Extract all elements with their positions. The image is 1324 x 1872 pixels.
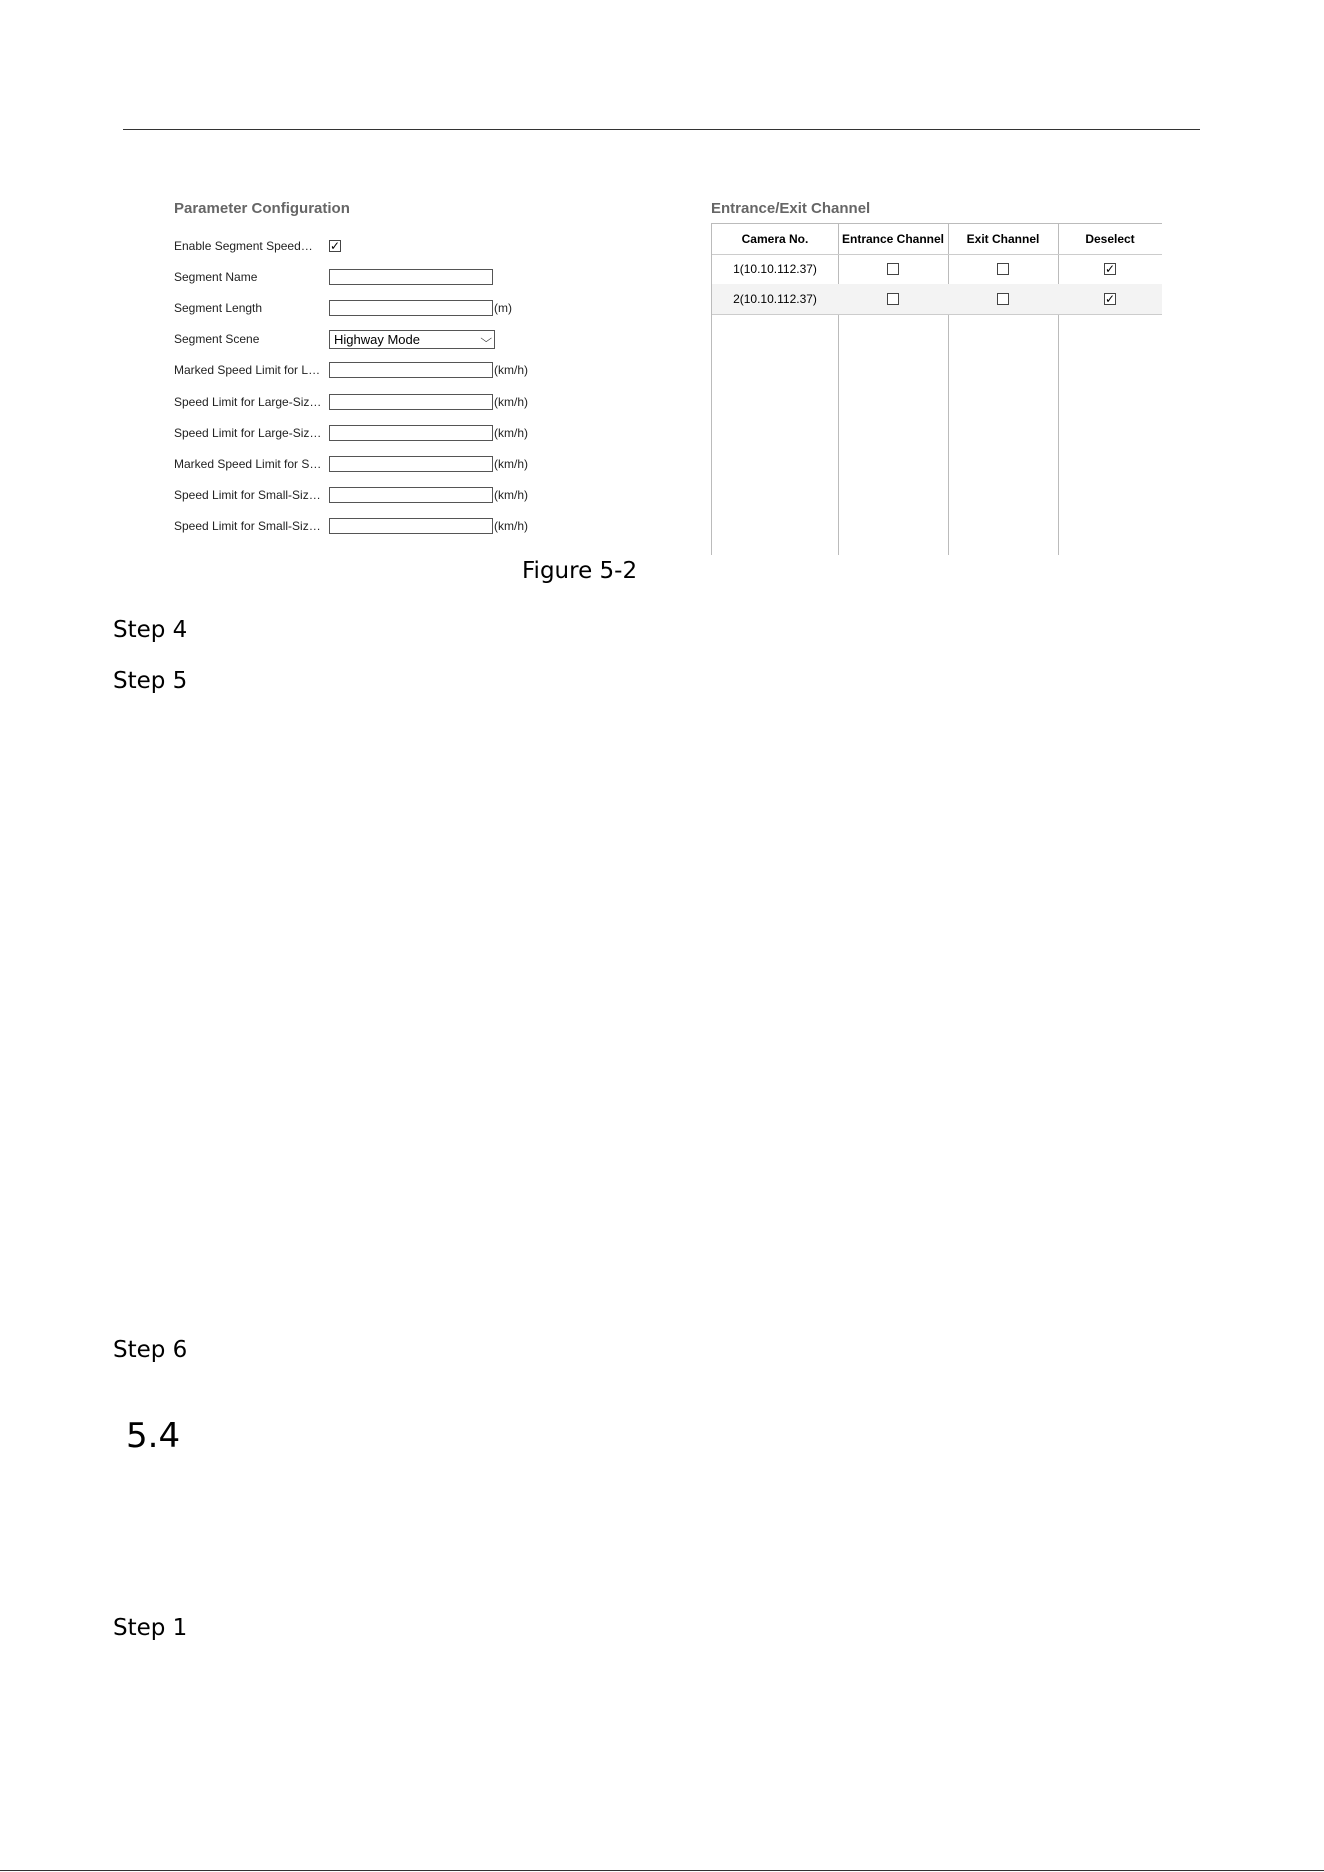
speed-limit-large-1-input[interactable] bbox=[329, 394, 493, 410]
unit-label: (km/h) bbox=[494, 394, 528, 409]
checkmark-icon: ✓ bbox=[329, 238, 341, 253]
speed-limit-small-1-input[interactable] bbox=[329, 487, 493, 503]
footer-rule bbox=[0, 1870, 1324, 1871]
param-label: Segment Scene bbox=[174, 332, 260, 347]
camera-no-cell: 1(10.10.112.37) bbox=[733, 262, 817, 276]
param-label: Segment Length bbox=[174, 300, 263, 315]
table-header bbox=[712, 223, 1162, 255]
chevron-down-icon: ⌵ bbox=[479, 332, 492, 345]
segment-scene-row bbox=[174, 324, 554, 355]
select-value: Highway Mode bbox=[334, 331, 420, 347]
entrance-cell bbox=[838, 293, 948, 305]
entrance-channel-checkbox[interactable] bbox=[887, 293, 899, 305]
table-row[interactable] bbox=[712, 254, 1162, 285]
entrance-exit-channel-panel bbox=[711, 198, 1161, 555]
unit-label: (km/h) bbox=[494, 425, 528, 440]
speed-limit-large-2-row bbox=[174, 417, 554, 448]
segment-length-row bbox=[174, 292, 554, 323]
param-label: Marked Speed Limit for L… bbox=[174, 363, 321, 378]
channel-table bbox=[711, 223, 1162, 555]
parameter-configuration-panel bbox=[174, 198, 554, 542]
param-label: Speed Limit for Large-Siz… bbox=[174, 394, 322, 409]
step-label: Step 5 bbox=[113, 668, 188, 694]
deselect-cell bbox=[1058, 263, 1162, 275]
param-label: Speed Limit for Large-Siz… bbox=[174, 425, 322, 440]
deselect-cell bbox=[1058, 293, 1162, 305]
step-label: Step 6 bbox=[113, 1337, 188, 1363]
speed-limit-small-1-row bbox=[174, 480, 554, 511]
table-row[interactable] bbox=[712, 284, 1162, 315]
header-exit-channel[interactable]: Exit Channel bbox=[966, 232, 1040, 246]
deselect-checkbox[interactable] bbox=[1104, 293, 1116, 305]
exit-cell bbox=[948, 293, 1058, 305]
speed-limit-small-2-row bbox=[174, 511, 554, 542]
segment-name-row bbox=[174, 261, 554, 292]
unit-label: (km/h) bbox=[494, 488, 528, 503]
unit-label: (km/h) bbox=[494, 456, 528, 471]
speed-limit-large-1-row bbox=[174, 386, 554, 417]
entrance-cell bbox=[838, 263, 948, 275]
marked-speed-limit-small-input[interactable] bbox=[329, 456, 493, 472]
panel-title: Parameter Configuration bbox=[174, 200, 350, 217]
unit-label: (m) bbox=[494, 300, 512, 315]
entrance-channel-checkbox[interactable] bbox=[887, 263, 899, 275]
segment-length-input[interactable] bbox=[329, 300, 493, 316]
marked-speed-limit-large-input[interactable] bbox=[329, 362, 493, 378]
exit-cell bbox=[948, 263, 1058, 275]
checkmark-icon: ✓ bbox=[1104, 262, 1116, 276]
step-label: Step 4 bbox=[113, 617, 188, 643]
exit-channel-checkbox[interactable] bbox=[997, 263, 1009, 275]
camera-no-cell: 2(10.10.112.37) bbox=[733, 292, 817, 306]
header-camera-no[interactable]: Camera No. bbox=[741, 232, 809, 246]
param-label: Enable Segment Speed… bbox=[174, 238, 313, 253]
header-entrance-channel[interactable]: Entrance Channel bbox=[841, 232, 945, 246]
unit-label: (km/h) bbox=[494, 363, 528, 378]
segment-scene-select[interactable] bbox=[329, 330, 495, 349]
figure-caption: Figure 5-2 bbox=[522, 558, 638, 584]
segment-name-input[interactable] bbox=[329, 269, 493, 285]
step-label: Step 1 bbox=[113, 1615, 188, 1641]
checkmark-icon: ✓ bbox=[1104, 292, 1116, 306]
marked-speed-limit-large-row bbox=[174, 355, 554, 386]
speed-limit-large-2-input[interactable] bbox=[329, 425, 493, 441]
enable-segment-speed-checkbox[interactable] bbox=[329, 240, 341, 252]
speed-limit-small-2-input[interactable] bbox=[329, 518, 493, 534]
unit-label: (km/h) bbox=[494, 519, 528, 534]
param-label: Marked Speed Limit for S… bbox=[174, 456, 322, 471]
header-rule bbox=[123, 129, 1200, 130]
section-number: 5.4 bbox=[126, 1416, 181, 1456]
enable-segment-speed-row bbox=[174, 230, 554, 261]
param-label: Speed Limit for Small-Siz… bbox=[174, 488, 321, 503]
header-deselect[interactable]: Deselect bbox=[1085, 232, 1135, 246]
exit-channel-checkbox[interactable] bbox=[997, 293, 1009, 305]
panel-title: Entrance/Exit Channel bbox=[711, 200, 871, 217]
deselect-checkbox[interactable] bbox=[1104, 263, 1116, 275]
marked-speed-limit-small-row bbox=[174, 448, 554, 479]
param-label: Segment Name bbox=[174, 269, 258, 284]
param-label: Speed Limit for Small-Siz… bbox=[174, 519, 321, 534]
